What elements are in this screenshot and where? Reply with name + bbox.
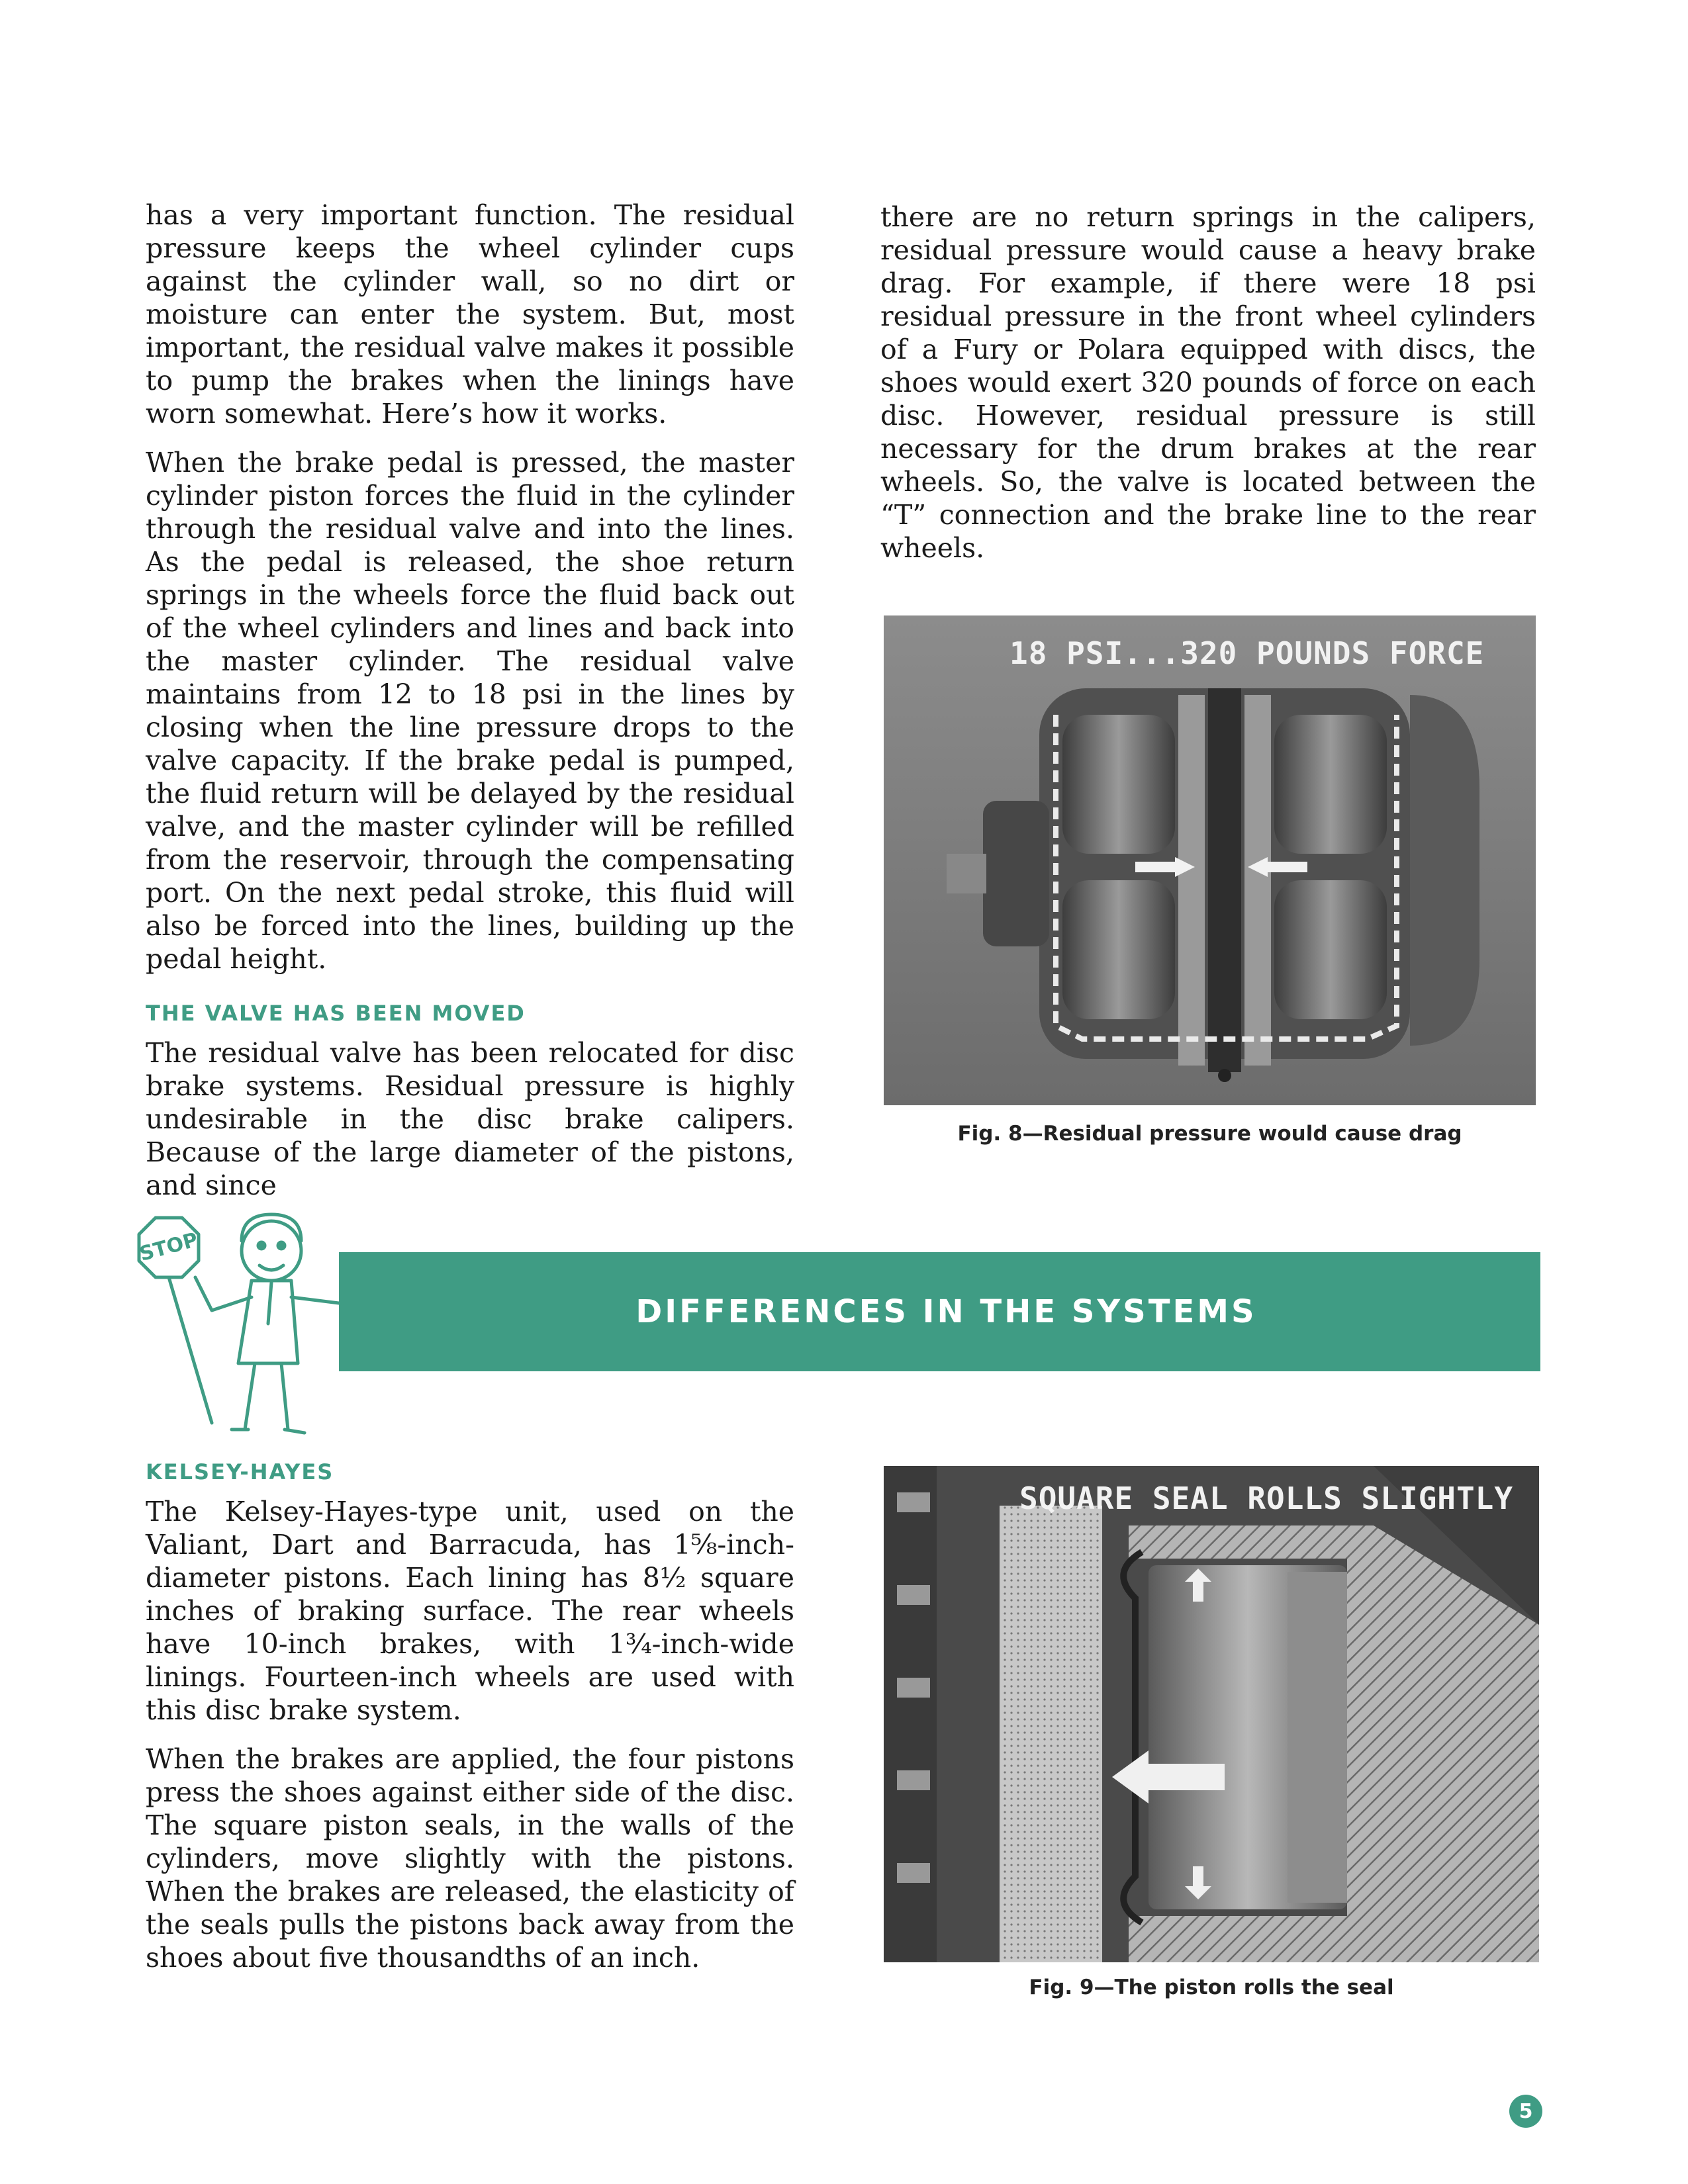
- body-paragraph: there are no return springs in the calipers, residual pressure would cause a heavy brake drag. For example, if there were 18 psi residual pressure in the front wheel cylinders of a Fury or Polara equipped with discs, the shoes would exert 320 pounds of force on each disc. However, residual pressure is still necessary for the drum brakes at the rear wheels. So, the valve is located between the “T” connection and the brake line to the rear wheels.: [880, 201, 1536, 564]
- section-subhead: KELSEY-HAYES: [146, 1459, 334, 1484]
- figure-9-banner-text: SQUARE SEAL ROLLS SLIGHTLY: [1019, 1480, 1514, 1516]
- piston-seal-cross-section-illustration: [884, 1466, 1539, 1962]
- left-column-top: [146, 199, 794, 1202]
- section-subhead: THE VALVE HAS BEEN MOVED: [146, 1001, 526, 1026]
- figure-9-caption: Fig. 9—The piston rolls the seal: [1029, 1976, 1394, 1999]
- body-paragraph: has a very important function. The residual pressure keeps the wheel cylinder cups against the cylinder wall, so no dirt or moisture can enter the system. But, most important, the residual valve makes it possible to pump the brakes when the linings have worn somewhat. Here’s how it works.: [146, 199, 794, 430]
- body-paragraph: When the brakes are applied, the four pistons press the shoes against either side of the disc. The square piston seals, in the walls of the cylinders, move slightly with the pistons. When the brakes are released, the elasticity of the seals pulls the pistons back away from the shoes about five thousandths of an inch.: [146, 1743, 794, 1974]
- right-column-top: [880, 201, 1536, 565]
- caliper-cross-section-illustration: [884, 615, 1536, 1105]
- left-column-bottom: [146, 1459, 794, 1974]
- page-number: 5: [1509, 2095, 1542, 2128]
- section-banner: [339, 1252, 1540, 1371]
- figure-8-photo: [884, 615, 1536, 1105]
- body-paragraph: The residual valve has been relocated for disc brake systems. Residual pressure is highly undesirable in the disc brake calipers. Because of the large diameter of the pistons, and since: [146, 1037, 794, 1201]
- stop-sign-text: STOP: [137, 1228, 201, 1267]
- body-paragraph: The Kelsey-Hayes-type unit, used on the Valiant, Dart and Barracuda, has 1⅝-inch-diameter pistons. Each lining has 8½ square inches of braking surface. The rear wheels have 10-inch brakes, with 1¾-inch-wide linings. Fourteen-inch wheels are used with this disc brake system.: [146, 1496, 794, 1726]
- figure-8-caption: Fig. 8—Residual pressure would cause drag: [957, 1122, 1462, 1146]
- figure-9-photo: [884, 1466, 1539, 1962]
- figure-8-banner-text: 18 PSI...320 POUNDS FORCE: [1009, 635, 1485, 671]
- section-banner-title: DIFFERENCES IN THE SYSTEMS: [635, 1293, 1257, 1330]
- body-paragraph: When the brake pedal is pressed, the master cylinder piston forces the fluid in the cylinder through the residual valve and into the lines. As the pedal is released, the shoe return springs in the wheels force the fluid back out of the wheel cylinders and lines and back into the master cylinder. The residual valve maintains from 12 to 18 psi in the lines by closing when the line pressure drops to the valve capacity. If the brake pedal is pumped, the fluid return will be delayed by the residual valve, and the master cylinder will be refilled from the reservoir, through the compensating port. On the next pedal stroke, this fluid will also be forced into the lines, building up the pedal height.: [146, 447, 794, 975]
